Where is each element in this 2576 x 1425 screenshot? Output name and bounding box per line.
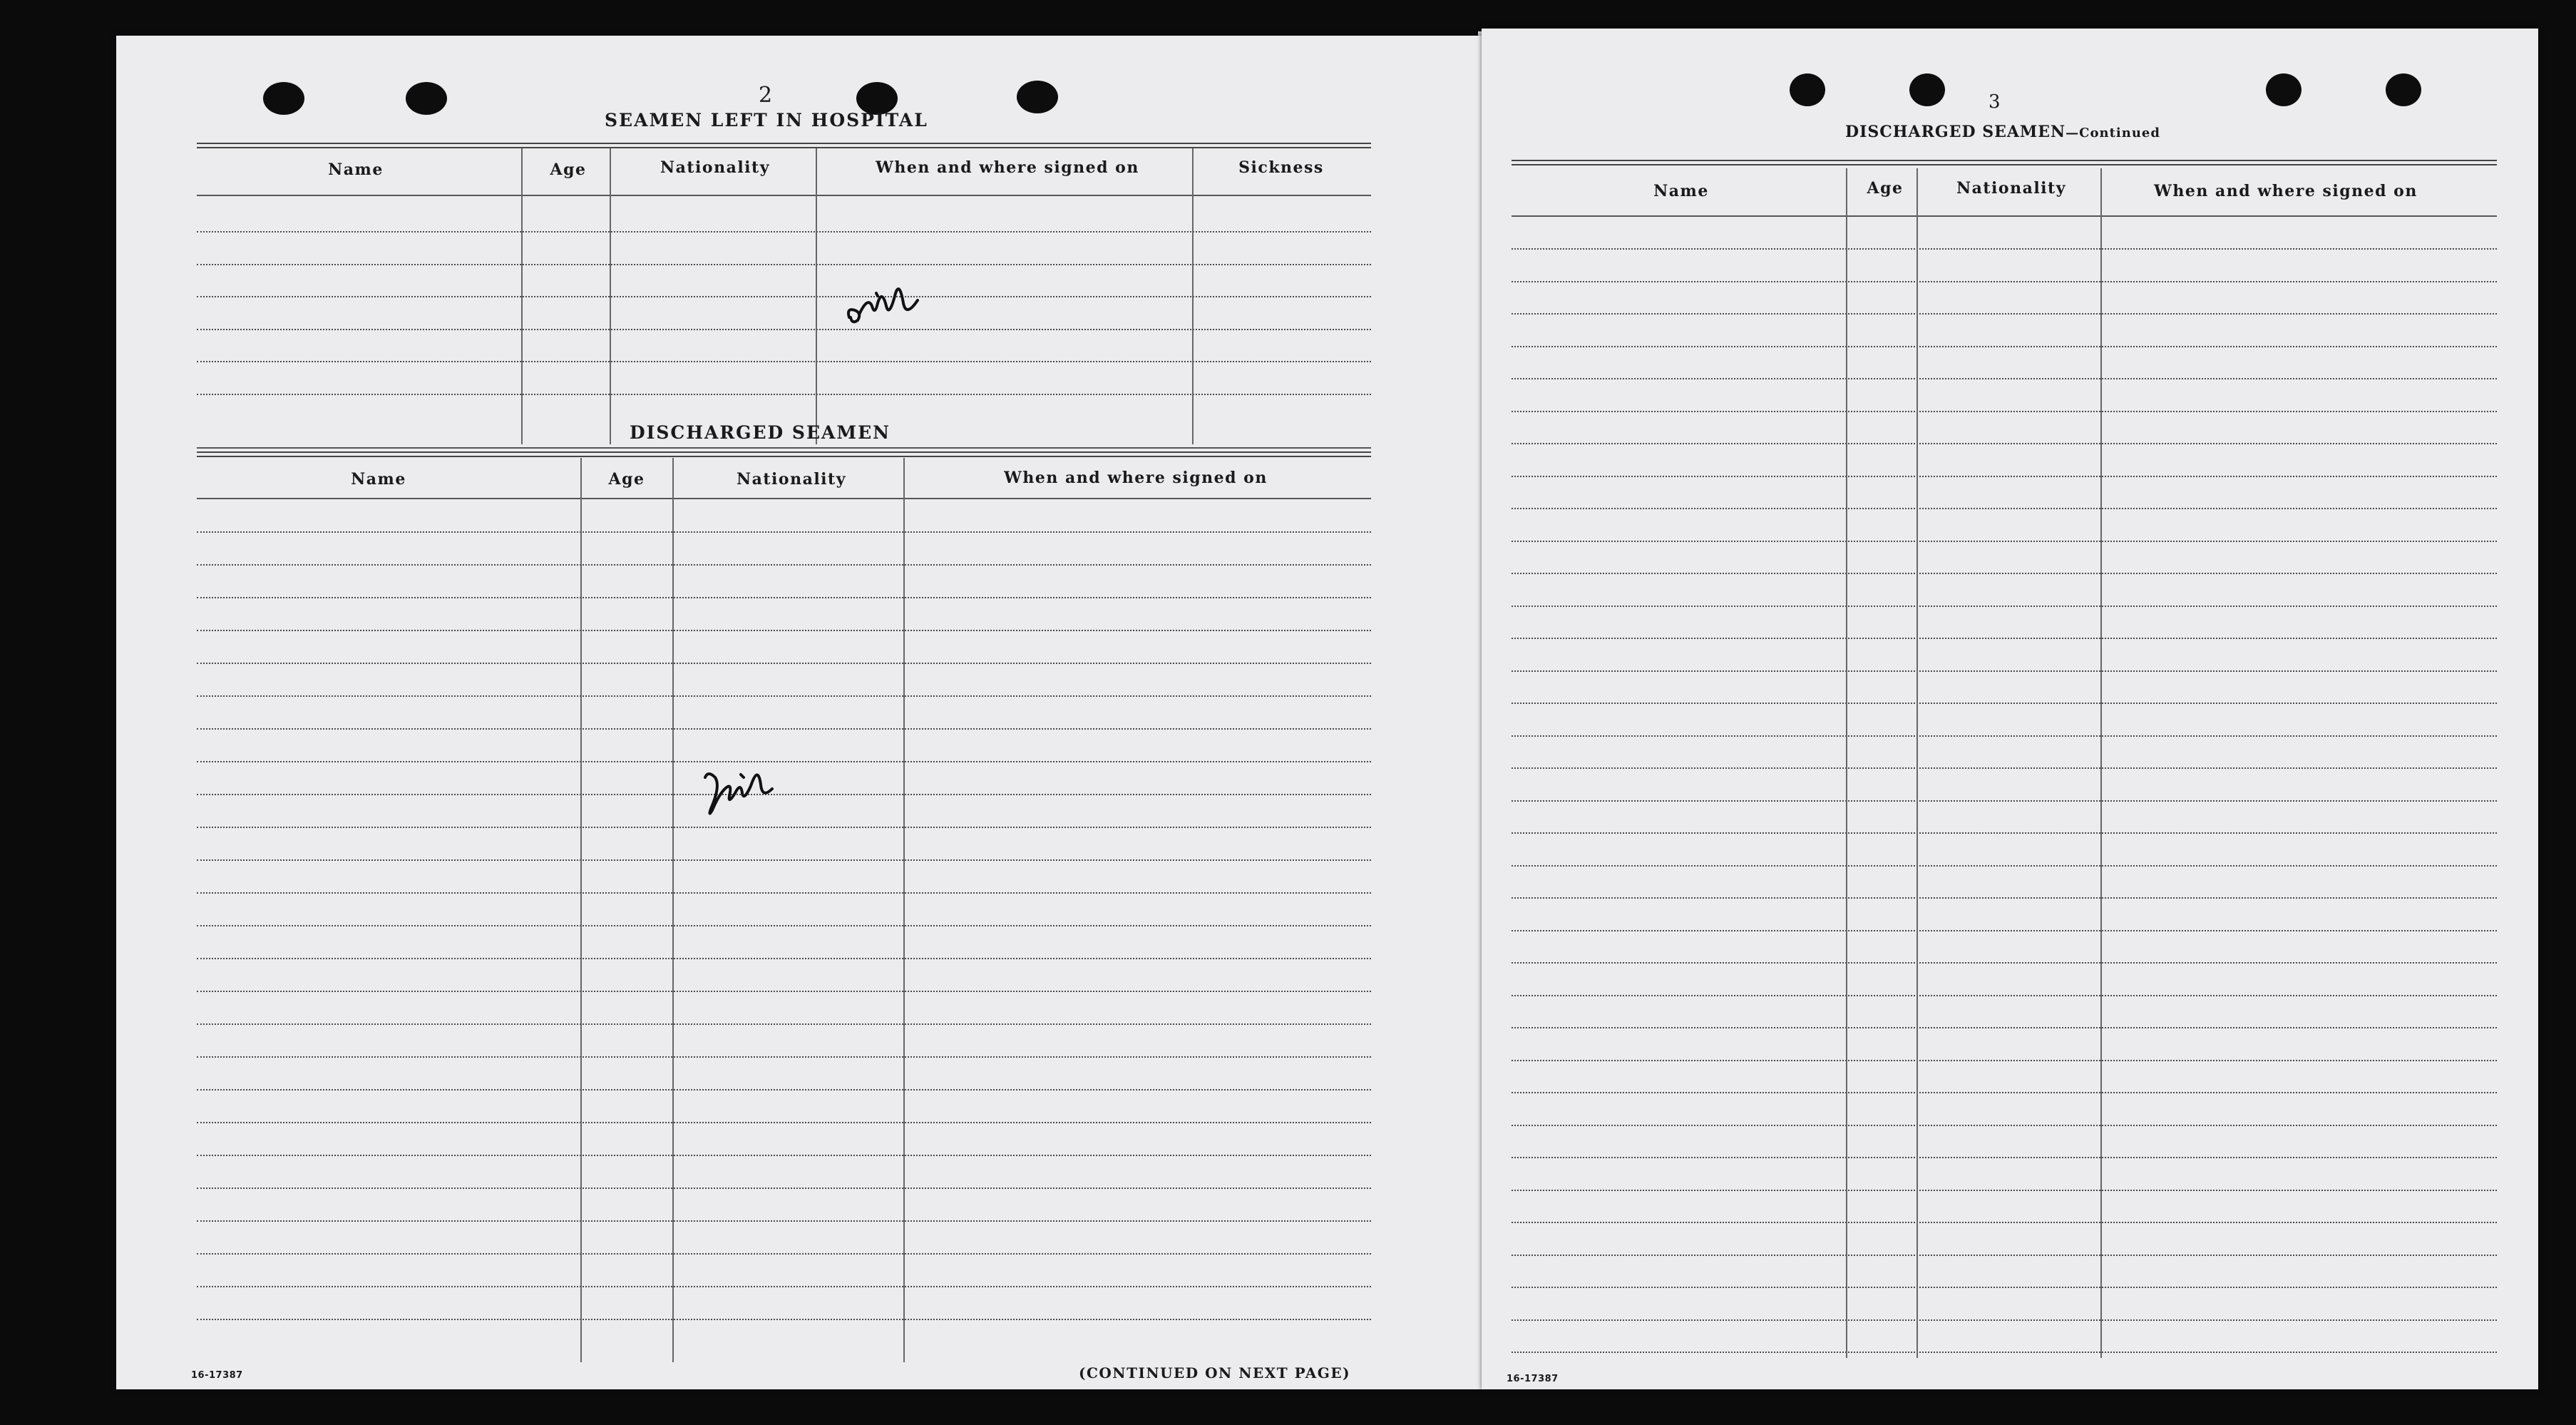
table-row xyxy=(1512,573,2497,574)
table-row xyxy=(1512,832,2497,834)
table-row xyxy=(197,630,1371,631)
column-divider xyxy=(521,148,523,444)
table-row xyxy=(1512,1092,2497,1093)
binder-hole xyxy=(406,82,447,115)
table-top-rule xyxy=(197,143,1371,148)
table-row xyxy=(197,1155,1371,1156)
table-row xyxy=(1512,606,2497,607)
table-row xyxy=(197,361,1371,362)
table-row xyxy=(197,264,1371,265)
table-top-rule xyxy=(1512,160,2497,165)
col-header-age: Age xyxy=(1867,179,1904,198)
table-row xyxy=(1512,508,2497,509)
table-row xyxy=(197,531,1371,533)
column-divider xyxy=(1846,168,1847,1358)
col-header-name: Name xyxy=(1653,182,1709,200)
table-row xyxy=(1512,962,2497,964)
col-header-sickness: Sickness xyxy=(1238,158,1324,177)
column-divider xyxy=(816,148,817,444)
table-row xyxy=(197,1089,1371,1091)
column-divider xyxy=(1192,148,1194,444)
table-row xyxy=(197,925,1371,926)
table-row xyxy=(1512,541,2497,542)
table-row xyxy=(197,892,1371,894)
table-row xyxy=(1512,313,2497,315)
column-divider xyxy=(672,458,674,1362)
col-header-name: Name xyxy=(328,160,384,179)
table-row xyxy=(197,1188,1371,1189)
table-row xyxy=(1512,897,2497,899)
table-row xyxy=(1512,1027,2497,1028)
page-number: 3 xyxy=(1989,91,2001,113)
header-rule xyxy=(1512,215,2497,217)
table-row xyxy=(1512,443,2497,444)
header-rule xyxy=(197,195,1371,196)
section-title-discharged-continued: DISCHARGED SEAMEN—Continued xyxy=(1845,123,2160,141)
table-row xyxy=(197,958,1371,959)
table-row xyxy=(197,695,1371,697)
section-title-discharged: DISCHARGED SEAMEN xyxy=(630,422,891,443)
table-row xyxy=(197,564,1371,566)
section-title-hospital: SEAMEN LEFT IN HOSPITAL xyxy=(605,110,928,131)
table-row xyxy=(197,231,1371,233)
col-header-signed-on: When and where signed on xyxy=(1004,469,1268,487)
column-divider xyxy=(903,458,905,1362)
binder-hole xyxy=(1017,81,1058,113)
column-divider xyxy=(610,148,611,444)
binder-hole xyxy=(263,82,304,115)
binder-hole xyxy=(2266,73,2302,106)
col-header-signed-on: When and where signed on xyxy=(2154,182,2418,200)
table-row xyxy=(1512,865,2497,867)
col-header-nationality: Nationality xyxy=(1956,179,2066,198)
table-row xyxy=(197,1122,1371,1123)
table-row xyxy=(1512,930,2497,931)
table-row xyxy=(1512,476,2497,477)
table-row xyxy=(197,329,1371,330)
table-row xyxy=(1512,411,2497,412)
table-row xyxy=(1512,995,2497,996)
column-divider xyxy=(580,458,582,1362)
page-number: 2 xyxy=(759,83,773,108)
col-header-nationality: Nationality xyxy=(737,470,846,489)
table-row xyxy=(197,1220,1371,1222)
table-row xyxy=(1512,767,2497,769)
table-row xyxy=(1512,1352,2497,1353)
section-rule xyxy=(197,447,1371,449)
table-row xyxy=(197,663,1371,664)
col-header-name: Name xyxy=(351,470,406,489)
handwritten-nil xyxy=(843,275,929,332)
table-row xyxy=(1512,1157,2497,1158)
table-row xyxy=(1512,638,2497,639)
table-row xyxy=(197,1286,1371,1287)
table-row xyxy=(197,296,1371,297)
col-header-signed-on: When and where signed on xyxy=(876,158,1139,177)
table-row xyxy=(1512,1287,2497,1288)
table-row xyxy=(197,1056,1371,1058)
table-row xyxy=(1512,735,2497,737)
continued-note: (CONTINUED ON NEXT PAGE) xyxy=(1079,1364,1351,1381)
table-row xyxy=(197,859,1371,861)
col-header-age: Age xyxy=(550,160,587,179)
table-row xyxy=(1512,378,2497,379)
binder-hole xyxy=(1790,73,1825,106)
table-row xyxy=(197,728,1371,730)
table-row xyxy=(1512,1125,2497,1126)
table-row xyxy=(197,597,1371,598)
table-row xyxy=(1512,248,2497,250)
handwritten-nil xyxy=(701,749,801,827)
table-row xyxy=(197,1319,1371,1320)
table-row xyxy=(1512,703,2497,704)
table-row xyxy=(1512,1319,2497,1321)
header-rule xyxy=(197,498,1371,499)
table-row xyxy=(197,1253,1371,1255)
table-row xyxy=(1512,800,2497,802)
col-header-nationality: Nationality xyxy=(660,158,770,177)
binder-hole xyxy=(1909,73,1945,106)
col-header-age: Age xyxy=(608,470,645,489)
form-number: 16-17387 xyxy=(1507,1374,1559,1384)
table-top-rule xyxy=(197,451,1371,457)
table-row xyxy=(197,394,1371,395)
column-divider xyxy=(1916,168,1918,1358)
table-row xyxy=(197,1023,1371,1025)
table-row xyxy=(1512,1060,2497,1061)
table-row xyxy=(1512,346,2497,347)
table-row xyxy=(197,991,1371,992)
column-divider xyxy=(2100,168,2102,1358)
form-number: 16-17387 xyxy=(191,1370,243,1381)
left-page xyxy=(116,36,1482,1389)
table-row xyxy=(1512,1222,2497,1223)
right-page xyxy=(1482,29,2538,1389)
table-row xyxy=(1512,1255,2497,1256)
binder-hole xyxy=(2386,73,2421,106)
table-row xyxy=(1512,670,2497,672)
table-row xyxy=(1512,281,2497,282)
table-row xyxy=(1512,1190,2497,1191)
